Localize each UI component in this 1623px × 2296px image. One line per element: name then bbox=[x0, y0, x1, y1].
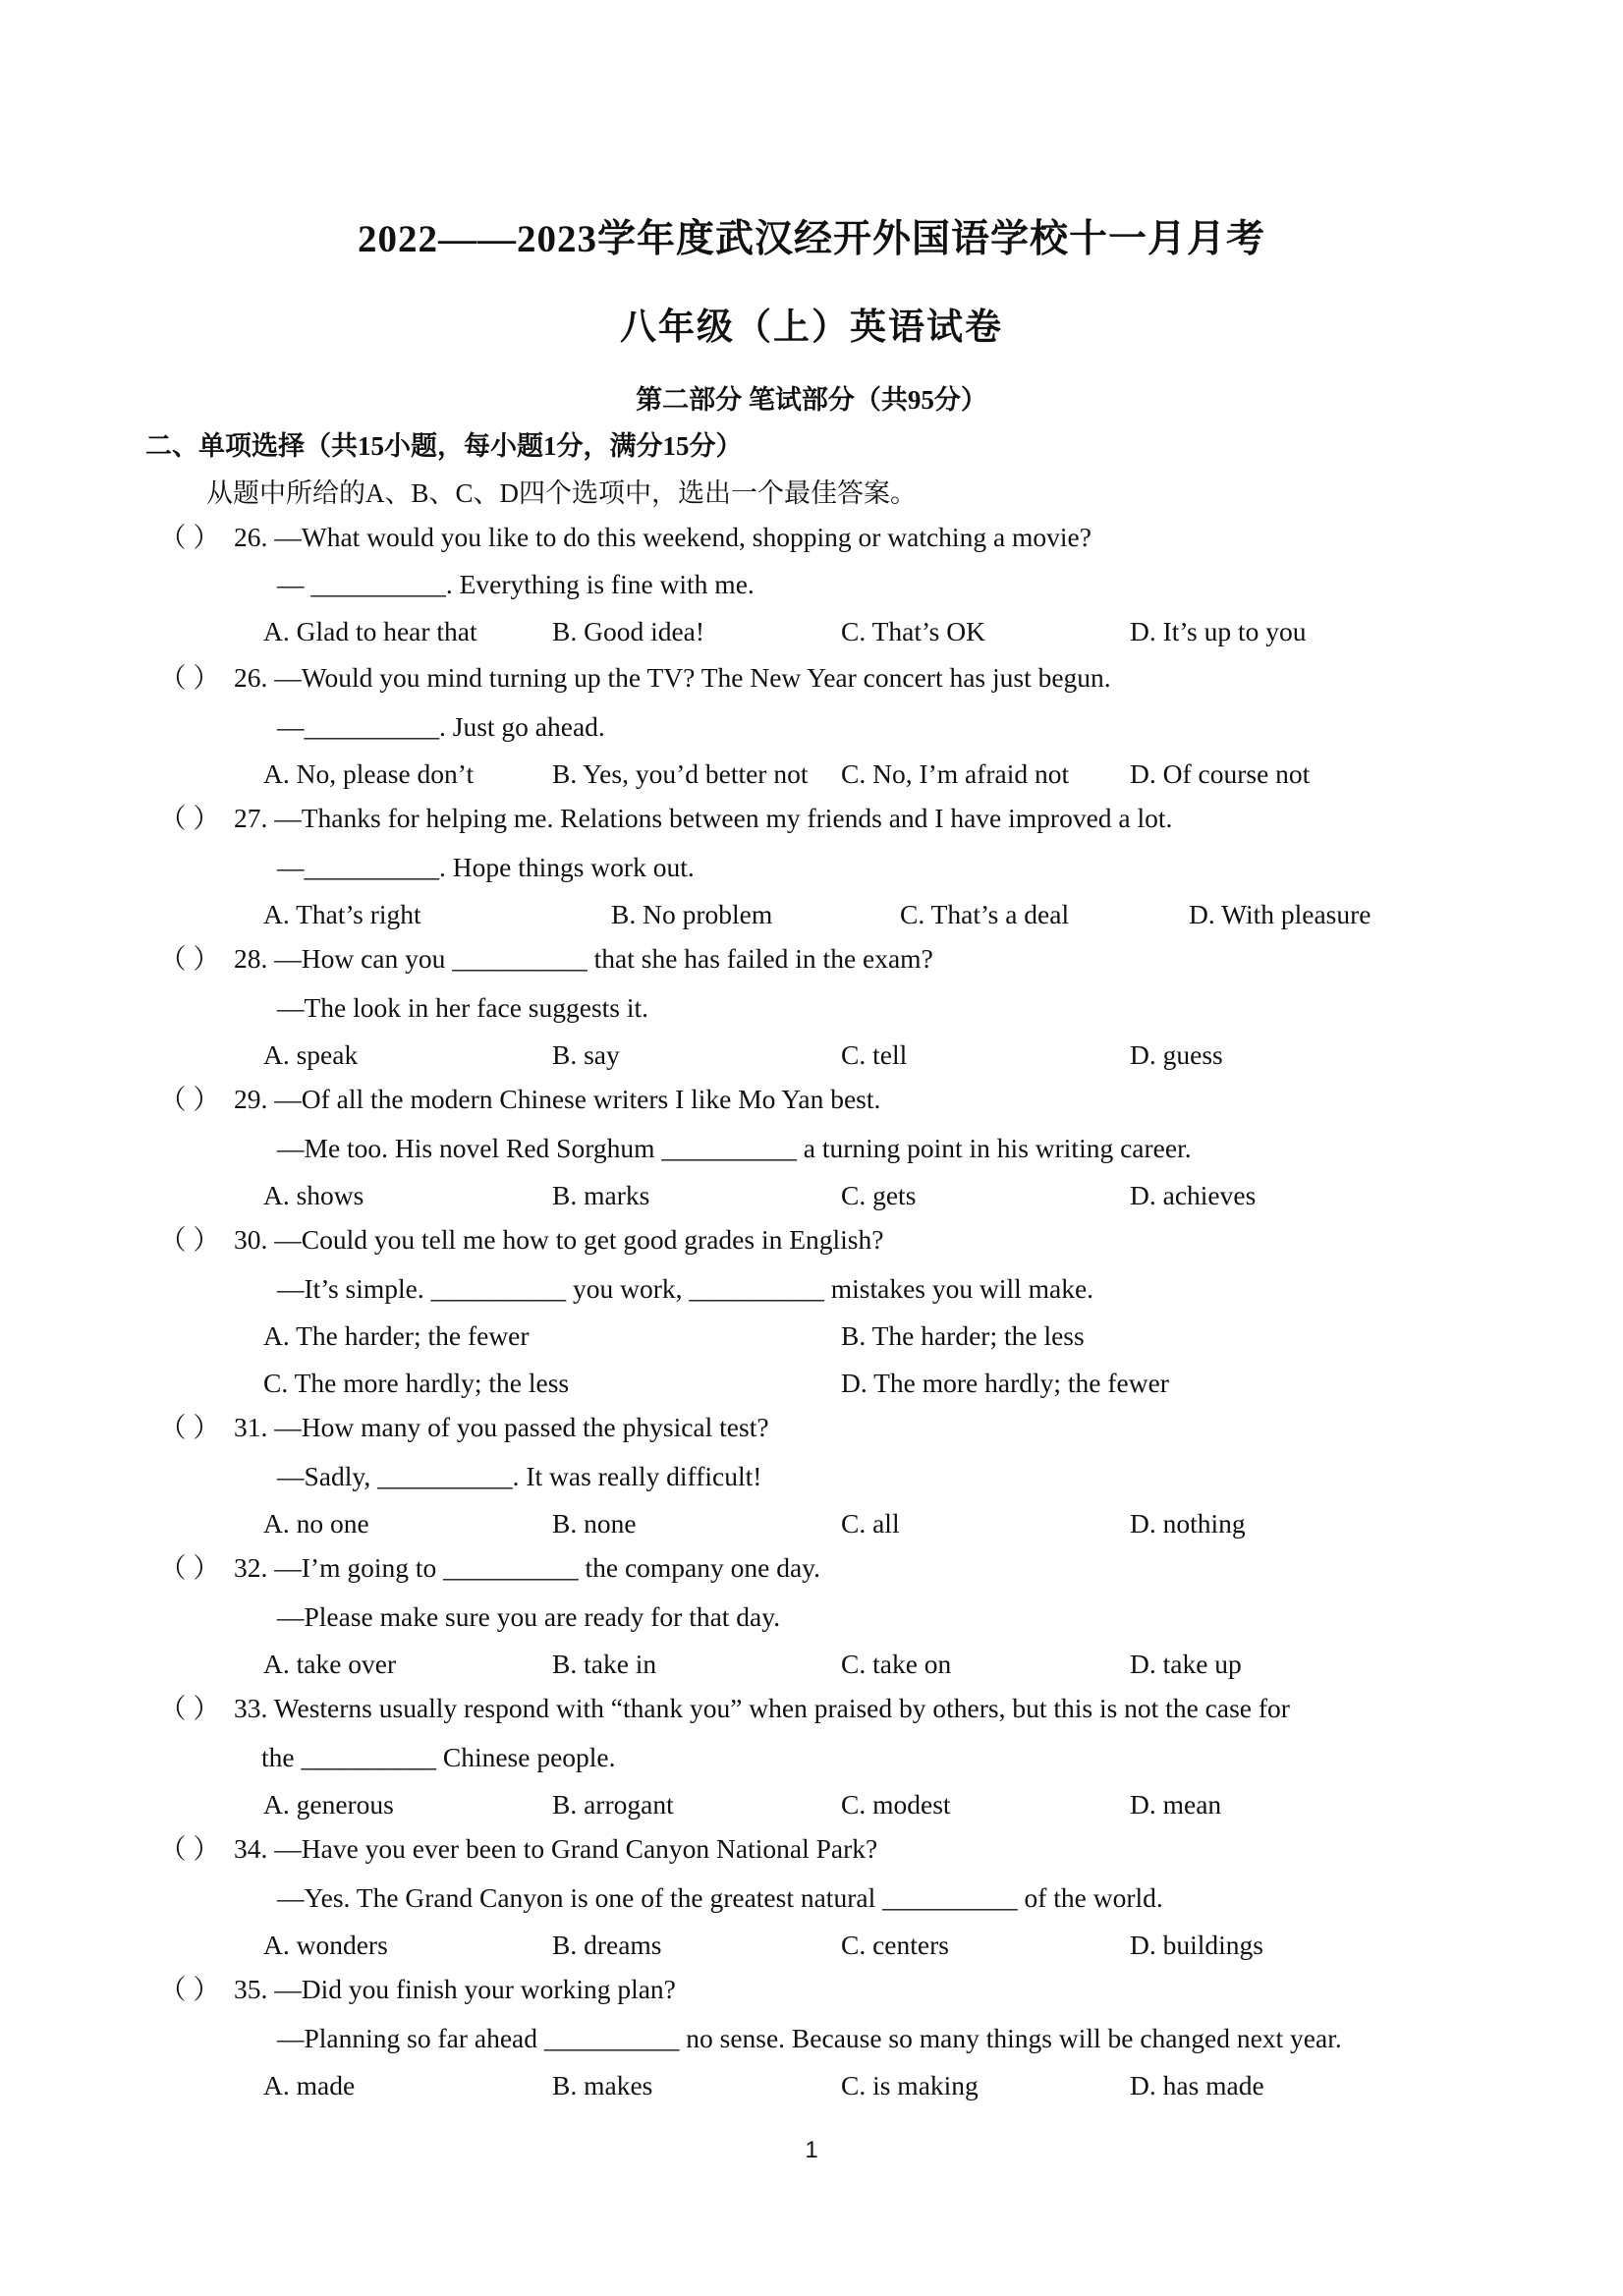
option-c: C. take on bbox=[841, 1649, 952, 1679]
option-a: A. made bbox=[263, 2070, 356, 2100]
option-c: C. No, I’m afraid not bbox=[841, 758, 1070, 789]
option-b: B. say bbox=[552, 1039, 620, 1070]
answer-bracket[interactable]: （ ） bbox=[159, 1693, 220, 1723]
question-stem: 33. Westerns usually respond with “thank you” when praised by others, but this is not the case for bbox=[234, 1693, 1290, 1723]
question-reply: —Please make sure you are ready for that day. bbox=[277, 1601, 781, 1632]
question-reply: —The look in her face suggests it. bbox=[277, 992, 649, 1023]
question-stem: 31. —How many of you passed the physical test? bbox=[234, 1412, 769, 1442]
question-stem: 35. —Did you finish your working plan? bbox=[234, 1974, 676, 2004]
option-a: A. The harder; the fewer bbox=[263, 1320, 530, 1351]
part-heading: 第二部分 笔试部分（共95分） bbox=[636, 385, 987, 415]
question-reply: —__________. Hope things work out. bbox=[277, 852, 695, 882]
option-c: C. is making bbox=[841, 2070, 979, 2100]
option-d: D. buildings bbox=[1130, 1930, 1263, 1960]
answer-bracket[interactable]: （ ） bbox=[159, 522, 220, 552]
option-c: C. The more hardly; the less bbox=[263, 1368, 570, 1398]
answer-bracket[interactable]: （ ） bbox=[159, 803, 220, 833]
question-stem: 28. —How can you __________ that she has failed in the exam? bbox=[234, 943, 933, 974]
exam-title: 2022——2023学年度武汉经开外国语学校十一月月考 bbox=[357, 218, 1265, 260]
option-d: D. mean bbox=[1130, 1789, 1222, 1820]
option-b: B. Yes, you’d better not bbox=[552, 758, 809, 789]
question-stem: 27. —Thanks for helping me. Relations between my friends and I have improved a lot. bbox=[234, 803, 1173, 833]
answer-bracket[interactable]: （ ） bbox=[159, 1412, 220, 1442]
option-c: C. all bbox=[841, 1508, 900, 1539]
option-d: D. Of course not bbox=[1130, 758, 1311, 789]
option-d: D. has made bbox=[1130, 2070, 1264, 2100]
answer-bracket[interactable]: （ ） bbox=[159, 1084, 220, 1114]
question-stem: 30. —Could you tell me how to get good grades in English? bbox=[234, 1224, 884, 1255]
answer-bracket[interactable]: （ ） bbox=[159, 1974, 220, 2004]
question-stem: 26. —What would you like to do this weekend, shopping or watching a movie? bbox=[234, 522, 1091, 552]
option-b: B. Good idea! bbox=[552, 616, 705, 646]
question-reply: —Me too. His novel Red Sorghum __________ a turning point in his writing career. bbox=[277, 1133, 1192, 1163]
option-b: B. dreams bbox=[552, 1930, 662, 1960]
option-d: D. achieves bbox=[1130, 1180, 1257, 1210]
option-d: D. It’s up to you bbox=[1130, 616, 1307, 646]
option-a: A. speak bbox=[263, 1039, 359, 1070]
option-b: B. take in bbox=[552, 1649, 657, 1679]
option-b: B. arrogant bbox=[552, 1789, 674, 1820]
option-a: A. wonders bbox=[263, 1930, 388, 1960]
question-stem: 26. —Would you mind turning up the TV? The New Year concert has just begun. bbox=[234, 662, 1111, 693]
answer-bracket[interactable]: （ ） bbox=[159, 1552, 220, 1583]
answer-bracket[interactable]: （ ） bbox=[159, 1833, 220, 1864]
question-stem: 34. —Have you ever been to Grand Canyon National Park? bbox=[234, 1833, 878, 1864]
question-stem: 29. —Of all the modern Chinese writers I like Mo Yan best. bbox=[234, 1084, 881, 1114]
option-c: C. centers bbox=[841, 1930, 949, 1960]
option-c: C. gets bbox=[841, 1180, 917, 1210]
answer-bracket[interactable]: （ ） bbox=[159, 1224, 220, 1255]
option-b: B. none bbox=[552, 1508, 637, 1539]
question-reply: —Yes. The Grand Canyon is one of the greatest natural __________ of the world. bbox=[277, 1882, 1163, 1913]
option-b: B. makes bbox=[552, 2070, 653, 2100]
question-stem-continued: the __________ Chinese people. bbox=[261, 1742, 616, 1772]
exam-subtitle: 八年级（上）英语试卷 bbox=[620, 308, 1003, 348]
option-a: A. take over bbox=[263, 1649, 397, 1679]
page-number: 1 bbox=[805, 2137, 818, 2163]
section-instruction: 从题中所给的A、B、C、D四个选项中，选出一个最佳答案。 bbox=[206, 478, 918, 508]
option-a: A. no one bbox=[263, 1508, 369, 1539]
question-stem: 32. —I’m going to __________ the company one day. bbox=[234, 1552, 821, 1583]
option-d: D. take up bbox=[1130, 1649, 1242, 1679]
question-reply: — __________. Everything is fine with me. bbox=[277, 569, 755, 599]
option-b: B. marks bbox=[552, 1180, 650, 1210]
option-d: D. The more hardly; the fewer bbox=[841, 1368, 1169, 1398]
question-reply: —It’s simple. __________ you work, __________ mistakes you will make. bbox=[277, 1273, 1094, 1304]
option-d: D. nothing bbox=[1130, 1508, 1246, 1539]
option-b: B. The harder; the less bbox=[841, 1320, 1085, 1351]
question-reply: —__________. Just go ahead. bbox=[277, 711, 605, 742]
question-reply: —Planning so far ahead __________ no sense. Because so many things will be changed next year. bbox=[277, 2023, 1342, 2053]
option-a: A. That’s right bbox=[263, 899, 421, 929]
option-d: D. With pleasure bbox=[1189, 899, 1371, 929]
option-d: D. guess bbox=[1130, 1039, 1223, 1070]
answer-bracket[interactable]: （ ） bbox=[159, 662, 220, 693]
option-a: A. Glad to hear that bbox=[263, 616, 477, 646]
option-a: A. No, please don’t bbox=[263, 758, 475, 789]
option-a: A. generous bbox=[263, 1789, 394, 1820]
option-a: A. shows bbox=[263, 1180, 364, 1210]
option-c: C. That’s a deal bbox=[900, 899, 1070, 929]
option-c: C. That’s OK bbox=[841, 616, 985, 646]
answer-bracket[interactable]: （ ） bbox=[159, 943, 220, 974]
option-c: C. tell bbox=[841, 1039, 908, 1070]
option-b: B. No problem bbox=[611, 899, 773, 929]
section-heading: 二、单项选择（共15小题，每小题1分，满分15分） bbox=[145, 431, 743, 461]
option-c: C. modest bbox=[841, 1789, 951, 1820]
question-reply: —Sadly, __________. It was really difficult! bbox=[277, 1461, 762, 1491]
